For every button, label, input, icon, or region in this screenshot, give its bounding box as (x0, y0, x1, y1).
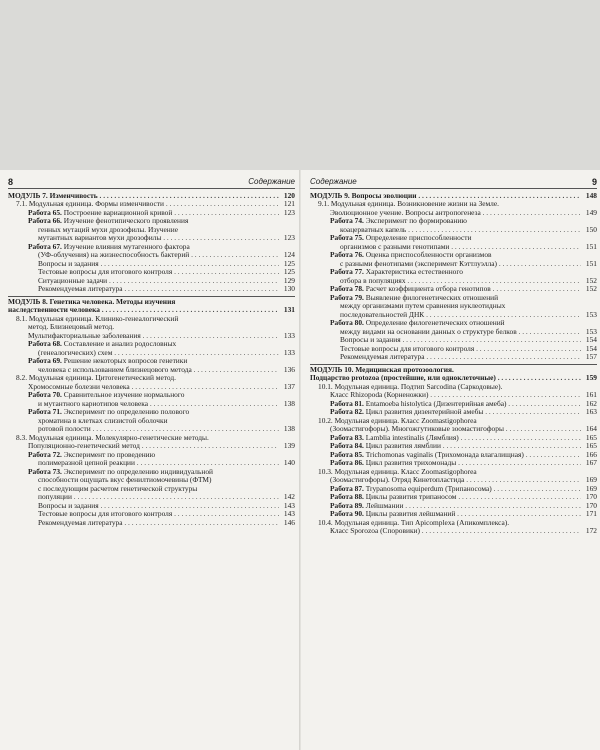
toc-entry (8, 510, 295, 519)
toc-entry-title: хроматина в клетках слизистой оболочки (38, 415, 168, 425)
toc-page-number: 165 (585, 441, 597, 450)
toc-entry-text (330, 319, 581, 328)
toc-entry-text (8, 298, 279, 307)
toc-entry-text (28, 357, 279, 366)
work-label: Работа 76. (330, 250, 364, 259)
work-label: Работа 74. (330, 216, 364, 225)
toc-entry-title: Класс Rhizopoda (Корненожки) (330, 391, 429, 399)
toc-entry-text (28, 323, 279, 332)
toc-entry-title: Выявление филогенетических отношений (363, 292, 499, 302)
right-header-title: Содержание (310, 177, 357, 186)
toc-entry (310, 277, 597, 286)
toc-entry-text (38, 226, 279, 235)
toc-entry-title: Вопросы и задания (38, 259, 99, 268)
toc-entry-title: с разными фенотипами (эксперимент Кэттлуэлла) (340, 259, 497, 268)
toc-page-number: 137 (283, 381, 295, 391)
toc-entry (8, 519, 295, 528)
toc-entry-title: Изучение фенотипического проявления (61, 216, 189, 225)
work-label: Работа 71. (28, 407, 62, 416)
toc-entry-text (16, 374, 279, 383)
toc-entry-text (330, 485, 581, 494)
toc-entry-title: отбора в популяциях (340, 276, 406, 285)
toc-entry (8, 277, 295, 286)
toc-entry-title: Изучение влияния мутагенного фактора (61, 241, 190, 251)
toc-page-number: 125 (283, 258, 295, 268)
toc-page-number: 130 (283, 284, 295, 293)
toc-entry-title: Популяционно-генетический метод (28, 442, 140, 450)
toc-page-number: 123 (283, 233, 295, 242)
toc-entry (310, 391, 597, 400)
toc-entry (310, 328, 597, 337)
toc-entry-title: Сравнительное изучение нормального (61, 390, 185, 399)
toc-entry-title: Эксперимент по определению полового (61, 407, 190, 416)
toc-entry (8, 200, 295, 209)
toc-page-number: 136 (283, 364, 295, 374)
toc-entry-title: 8.2. Модульная единица. Цитогенетический метод. (16, 373, 176, 382)
toc-page-number: 172 (585, 526, 597, 535)
toc-entry-title: МОДУЛЬ 8. Генетика человека. Методы изучения (8, 296, 176, 306)
work-label: Работа 85. (330, 450, 364, 459)
toc-entry (8, 251, 295, 260)
right-toc-list (310, 192, 597, 536)
toc-page-number: 142 (283, 492, 295, 501)
toc-entry-title: Построение вариационной кривой (61, 208, 173, 217)
work-label: Работа 68. (28, 339, 62, 348)
toc-entry-text (330, 527, 581, 536)
toc-entry-title: 10.1. Модульная единица. Подтип Sarcodina (Саркодовые). (318, 381, 503, 391)
toc-page-number: 121 (283, 199, 295, 208)
toc-entry-text (330, 268, 581, 277)
work-label: Работа 65. (28, 208, 62, 217)
toc-entry-text (330, 451, 581, 460)
toc-entry (8, 296, 295, 307)
toc-entry-title: (Зоомастигофоры). Отряд Кинетопластида (330, 476, 465, 484)
toc-entry-text (28, 340, 279, 349)
work-label: Работа 86. (330, 459, 364, 467)
toc-entry-title: Рекомендуемая литература (38, 285, 123, 293)
toc-entry (8, 434, 295, 443)
toc-entry-title: Определение филогенетических отношений (363, 318, 505, 327)
right-page (310, 178, 597, 536)
toc-entry-text (16, 434, 279, 443)
toc-entry-text (330, 493, 581, 502)
toc-entry-title: Решение некоторых вопросов генетики (61, 356, 188, 365)
toc-entry-text (38, 417, 279, 426)
toc-page-number: 123 (283, 207, 295, 217)
right-page-header (310, 178, 597, 189)
toc-entry-title: способности ощущать вкус фенилтиомочевины (ФТМ) (38, 475, 212, 484)
toc-entry (8, 192, 295, 201)
toc-page-number: 131 (283, 305, 295, 314)
toc-entry-text (340, 353, 581, 362)
toc-entry (8, 226, 295, 235)
toc-entry-title: 10.2. Модульная единица. Класс Zoomastigophorea (318, 415, 477, 425)
left-page (8, 178, 295, 527)
toc-entry-text (28, 451, 279, 460)
toc-page-number: 133 (283, 347, 295, 357)
toc-page-number: 124 (283, 250, 295, 259)
toc-entry (310, 336, 597, 345)
work-label: Работа 72. (28, 449, 62, 459)
toc-page-number: 151 (585, 241, 597, 251)
toc-entry-title: Циклы развития лейшманий (363, 510, 456, 518)
toc-page-number: 169 (585, 483, 597, 493)
toc-entry (8, 357, 295, 366)
work-label: Работа 90. (330, 510, 364, 518)
toc-page-number: 138 (283, 424, 295, 433)
toc-entry-title: Класс Sporozoa (Споровики) (330, 527, 420, 535)
work-label: Работа 80. (330, 318, 364, 327)
toc-page-number: 143 (283, 509, 295, 518)
toc-entry (310, 364, 597, 375)
toc-entry-title: Цикл развития трихомонады (363, 459, 457, 467)
toc-entry-text (38, 285, 279, 294)
toc-entry-title: МОДУЛЬ 9. Вопросы эволюции (310, 191, 417, 200)
toc-page-number: 140 (283, 458, 295, 467)
left-page-header (8, 178, 295, 189)
toc-entry-text (8, 192, 279, 201)
work-label: Работа 81. (330, 399, 364, 408)
toc-entry-text (330, 434, 581, 443)
toc-entry-text (38, 510, 279, 519)
left-toc-list (8, 192, 295, 528)
toc-page-number: 170 (585, 492, 597, 501)
toc-entry-text (38, 251, 279, 260)
toc-entry-title: Вопросы и задания (38, 501, 99, 510)
work-label: Работа 82. (330, 408, 364, 416)
toc-entry-text (16, 200, 279, 209)
toc-entry-text (340, 277, 581, 286)
toc-entry-title: (генеалогических) схем (38, 348, 113, 357)
toc-entry-title: между организмами путем сравнения нуклеотидных (340, 301, 506, 310)
toc-entry (310, 425, 597, 434)
toc-entry-text (38, 277, 279, 286)
toc-entry-title: Подцарство protozoa (простейшие, или одноклеточные) (310, 374, 496, 382)
work-label: Работа 67. (28, 241, 62, 251)
work-label: Работа 70. (28, 390, 62, 399)
toc-page-number: 151 (585, 258, 597, 268)
left-page-number: 8 (8, 177, 14, 187)
toc-page-number: 146 (283, 517, 295, 527)
toc-entry-title: Расчет коэффициента отбора генотипов (363, 285, 491, 293)
toc-entry-text (330, 502, 581, 511)
toc-page-number: 154 (585, 335, 597, 344)
work-label: Работа 78. (330, 285, 364, 293)
toc-entry (310, 519, 597, 528)
toc-entry-title: МОДУЛЬ 10. Медицинская протозоология. (310, 364, 454, 374)
toc-entry (8, 451, 295, 460)
toc-entry-title: последовательностей ДНК (340, 310, 425, 319)
left-header-title: Содержание (248, 177, 295, 186)
toc-page-number: 164 (585, 424, 597, 433)
toc-entry (310, 476, 597, 485)
toc-entry (8, 243, 295, 252)
toc-entry-text (330, 251, 581, 260)
toc-entry (310, 234, 597, 243)
toc-entry-text (340, 328, 581, 337)
toc-entry-title: наследственности человека (8, 306, 100, 314)
toc-entry (8, 323, 295, 332)
toc-entry (310, 383, 597, 392)
toc-page-number: 129 (283, 275, 295, 285)
toc-entry-title: человека с использованием близнецового метода (38, 365, 192, 374)
toc-entry (310, 353, 597, 362)
toc-entry-title: коацерватных капель (340, 225, 407, 234)
toc-entry-text (318, 417, 581, 426)
toc-page-number: 152 (585, 284, 597, 293)
toc-entry (8, 285, 295, 294)
toc-entry-title: Мультифакториальные заболевания (28, 331, 141, 340)
toc-entry-title: Оценка приспособленности организмов (363, 250, 492, 259)
toc-entry-title: 8.1. Модульная единица. Клинико-генеалогический (16, 313, 179, 323)
toc-entry (310, 319, 597, 328)
toc-entry-text (340, 345, 581, 354)
toc-entry (310, 302, 597, 311)
toc-entry-text (330, 400, 581, 409)
toc-entry (8, 502, 295, 511)
toc-entry-title: Эксперимент по определению индивидуальной (61, 466, 213, 476)
toc-entry-title: мутантных вариантов мухи дрозофилы (38, 234, 162, 242)
toc-entry-text (330, 234, 581, 243)
toc-entry-title: Циклы развития трипаносом (363, 493, 457, 501)
toc-page-number: 139 (283, 441, 295, 450)
toc-entry-title: 10.4. Модульная единица. Тип Apicomplexa (Апикомплекса). (318, 517, 510, 527)
toc-entry-title: 10.3. Модульная единица. Класс Zoomastigophorea (318, 466, 477, 476)
toc-entry-title: (Зоомастигофоры). Многожгутиковые зоомастигофоры (330, 425, 504, 433)
toc-entry-text (330, 425, 581, 434)
toc-entry-title: 9.1. Модульная единица. Возникновение жизни на Земле. (318, 199, 499, 208)
toc-page-number: 120 (283, 190, 295, 200)
toc-entry-title: МОДУЛЬ 7. Изменчивость (8, 191, 98, 200)
toc-entry (8, 268, 295, 277)
toc-entry (8, 391, 295, 400)
toc-entry-text (330, 391, 581, 400)
toc-entry (310, 217, 597, 226)
toc-page-number: 153 (585, 326, 597, 336)
toc-entry-title: Эксперимент по формированию (363, 216, 467, 225)
toc-entry (310, 417, 597, 426)
toc-entry (8, 493, 295, 502)
toc-entry-title: 7.1. Модульная единица. Формы изменчивости (16, 200, 164, 208)
toc-entry (310, 251, 597, 260)
toc-entry-title: Trichomonas vaginalis (Трихомонада влагалищная) (363, 450, 524, 459)
toc-entry-text (38, 260, 279, 269)
toc-entry-title: 8.3. Модульная единица. Молекулярно-генетические методы. (16, 432, 209, 442)
toc-entry-title: Характеристика естественного (363, 267, 463, 276)
toc-entry-text (38, 268, 279, 277)
toc-entry-title: и мутантного кариотипов человека (38, 399, 149, 408)
toc-page-number: 161 (585, 390, 597, 399)
toc-entry-title: Рекомендуемая литература (38, 518, 123, 527)
toc-entry (310, 434, 597, 443)
work-label: Работа 66. (28, 216, 62, 225)
toc-entry-text (38, 519, 279, 528)
toc-entry (8, 417, 295, 426)
toc-entry-title: Trypanosoma equiperdum (Трипаносома) (363, 484, 492, 493)
toc-entry-title: Составление и анализ родословных (61, 339, 177, 348)
toc-page-number: 150 (585, 224, 597, 234)
toc-entry-title: Определение приспособленности (363, 233, 472, 242)
toc-page-number: 143 (283, 500, 295, 510)
toc-page-number: 163 (585, 407, 597, 416)
work-label: Работа 69. (28, 356, 62, 365)
toc-entry-text (28, 391, 279, 400)
toc-entry-title: метод. Близнецовый метод. (28, 322, 115, 331)
toc-entry-text (318, 468, 581, 477)
toc-entry (8, 374, 295, 383)
toc-entry-text (318, 383, 581, 392)
work-label: Работа 73. (28, 466, 62, 476)
toc-entry-text (330, 442, 581, 451)
toc-entry-title: Цикл развития лямблии (363, 442, 441, 450)
book-fold (299, 170, 301, 750)
toc-entry-title: генных мутаций мухи дрозофилы. Изучение (38, 224, 178, 234)
toc-entry-title: Эксперимент по проведению (61, 449, 156, 459)
toc-entry-title: Лейшмании (363, 501, 404, 510)
toc-page-number: 148 (585, 190, 597, 200)
work-label: Работа 75. (330, 233, 364, 242)
toc-page-number: 159 (585, 373, 597, 382)
toc-page-number: 167 (585, 458, 597, 467)
toc-entry (310, 468, 597, 477)
toc-entry-text (38, 502, 279, 511)
toc-entry (8, 340, 295, 349)
toc-entry-text (38, 485, 279, 494)
toc-entry (310, 345, 597, 354)
toc-entry-title: Ситуационные задачи (38, 276, 108, 285)
right-page-number: 9 (591, 177, 597, 187)
toc-entry-text (38, 493, 279, 502)
toc-entry-title: Тестовые вопросы для итогового контроля (340, 344, 475, 353)
toc-entry-title: организмов с разными генотипами (340, 242, 450, 251)
toc-entry (310, 485, 597, 494)
toc-page-number: 162 (585, 398, 597, 408)
toc-entry-text (28, 243, 279, 252)
toc-entry-title: (УФ-облучения) на жизнеспособность бактерий (38, 251, 190, 259)
toc-entry (8, 485, 295, 494)
toc-page-number: 125 (283, 267, 295, 276)
toc-entry-text (340, 336, 581, 345)
work-label: Работа 87. (330, 484, 364, 493)
toc-entry-text (330, 476, 581, 485)
toc-entry-title: Тестовые вопросы для итогового контроля (38, 268, 173, 276)
toc-page-number: 165 (585, 432, 597, 442)
toc-entry (310, 493, 597, 502)
toc-entry (310, 451, 597, 460)
work-label: Работа 88. (330, 493, 364, 501)
toc-entry-title: полимеразной цепной реакции (38, 459, 135, 467)
toc-page-number: 153 (585, 309, 597, 319)
toc-entry-text (330, 217, 581, 226)
toc-entry-text (318, 200, 581, 209)
work-label: Работа 77. (330, 267, 364, 276)
toc-page-number: 133 (283, 330, 295, 340)
toc-entry-text (310, 366, 581, 375)
toc-page-number: 154 (585, 343, 597, 353)
toc-entry-title: Lamblia intestinalis (Лямблия) (363, 433, 459, 442)
toc-entry-title: Entamoeba histolytica (Дизентерийная амеба) (363, 399, 507, 408)
toc-page-number: 170 (585, 500, 597, 510)
background-top (0, 0, 600, 170)
toc-entry-title: между видами на основании данных о структуре белков (340, 327, 517, 336)
toc-entry (310, 400, 597, 409)
toc-entry (310, 442, 597, 451)
toc-entry-title: с последующим расчетом генетической структуры (38, 483, 198, 493)
toc-entry-title: Тестовые вопросы для итогового контроля (38, 510, 173, 518)
toc-entry-title: ротовой полости (38, 425, 91, 433)
toc-entry (310, 200, 597, 209)
toc-entry-title: популяции (38, 493, 72, 501)
toc-entry-title: Рекомендуемая литература (340, 353, 425, 361)
work-label: Работа 79. (330, 292, 364, 302)
work-label: Работа 84. (330, 442, 364, 450)
toc-page-number: 138 (283, 398, 295, 408)
toc-entry-title: Вопросы и задания (340, 336, 401, 344)
work-label: Работа 83. (330, 433, 364, 442)
toc-entry (310, 527, 597, 536)
toc-page-number: 171 (585, 509, 597, 518)
toc-entry-text (318, 519, 581, 528)
toc-page-number: 169 (585, 475, 597, 484)
toc-page-number: 152 (585, 275, 597, 285)
toc-entry (8, 260, 295, 269)
toc-entry-text (340, 302, 581, 311)
toc-page-number: 166 (585, 449, 597, 459)
toc-entry (310, 268, 597, 277)
toc-entry-title: Цикл развития дизентерийной амебы (363, 408, 484, 416)
toc-page-number: 149 (585, 207, 597, 217)
toc-entry-title: Эволюционное учение. Вопросы антропогенеза (330, 208, 481, 217)
toc-page-number: 157 (585, 352, 597, 361)
toc-entry-title: Хромосомные болезни человека (28, 382, 130, 391)
work-label: Работа 89. (330, 501, 364, 510)
toc-entry (310, 502, 597, 511)
